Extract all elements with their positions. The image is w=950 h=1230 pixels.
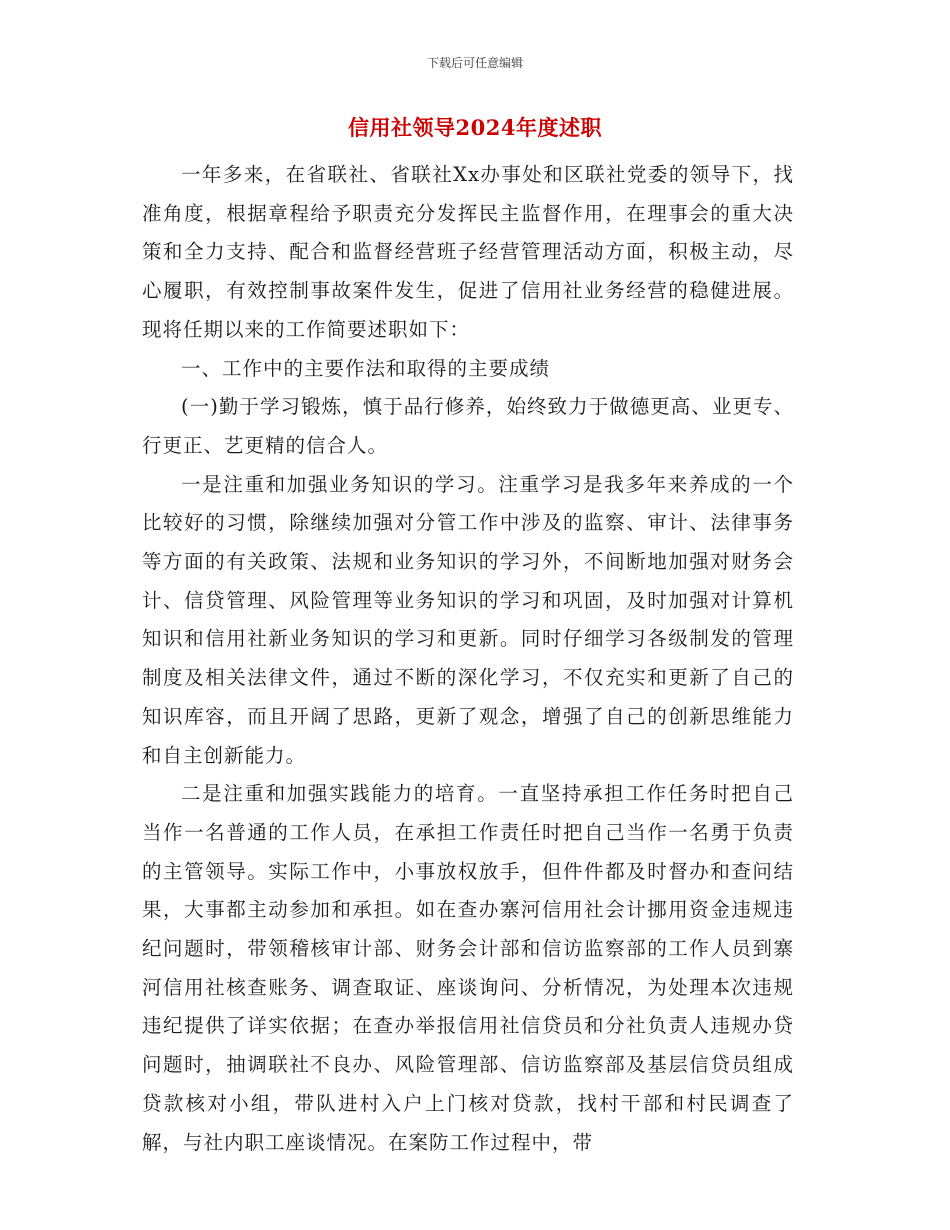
paragraph-intro: 一年多来，在省联社、省联社Xx办事处和区联社党委的领导下，找准角度，根据章程给予职责充分发挥民主监督作用，在理事会的重大决策和全力支持、配合和监督经营班子经营管理活动方面，积极主动，尽心履职，有效控制事故案件发生，促进了信用社业务经营的稳健进展。现将任期以来的工作简要述职如下：: [142, 163, 794, 341]
paragraph-study: 一是注重和加强业务知识的学习。注重学习是我多年来养成的一个比较好的习惯，除继续加强对分管工作中涉及的监察、审计、法律事务等方面的有关政策、法规和业务知识的学习外，不间断地加强对财务会计、信贷管理、风险管理等业务知识的学习和巩固，及时加强对计算机知识和信用社新业务知识的学习和更新。同时仔细学习各级制发的管理制度及相关法律文件，通过不断的深化学习，不仅充实和更新了自己的知识库容，而且开阔了思路，更新了观念，增强了自己的创新思维能力和自主创新能力。: [142, 472, 794, 767]
document-body: [142, 156, 794, 1162]
document-title: 信用社领导2024年度述职: [348, 115, 602, 140]
paragraph-practice: 二是注重和加强实践能力的培育。一直坚持承担工作任务时把自己当作一名普通的工作人员，在承担工作责任时把自己当作一名勇于负责的主管领导。实际工作中，小事放权放手，但件件都及时督办和查问结果，大事都主动参加和承担。如在查办寨河信用社会计挪用资金违规违纪问题时，带领稽核审计部、财务会计部和信访监察部的工作人员到寨河信用社核查账务、调查取证、座谈询问、分析情况，为处理本次违规违纪提供了详实依据；在查办举报信用社信贷员和分社负责人违规办贷问题时，抽调联社不良办、风险管理部、信访监察部及基层信贷员组成贷款核对小组，带队进村入户上门核对贷款，找村干部和村民调查了解，与社内职工座谈情况。在案防工作过程中，带: [142, 782, 794, 1154]
section-heading-1: 一、工作中的主要作法和取得的主要成绩: [181, 356, 551, 380]
header-note: 下载后可任意编辑: [426, 56, 523, 70]
subsection-heading-1: (一)勤于学习锻炼，慎于品行修养，始终致力于做德更高、业更专、行更正、艺更精的信合人。: [142, 395, 794, 457]
